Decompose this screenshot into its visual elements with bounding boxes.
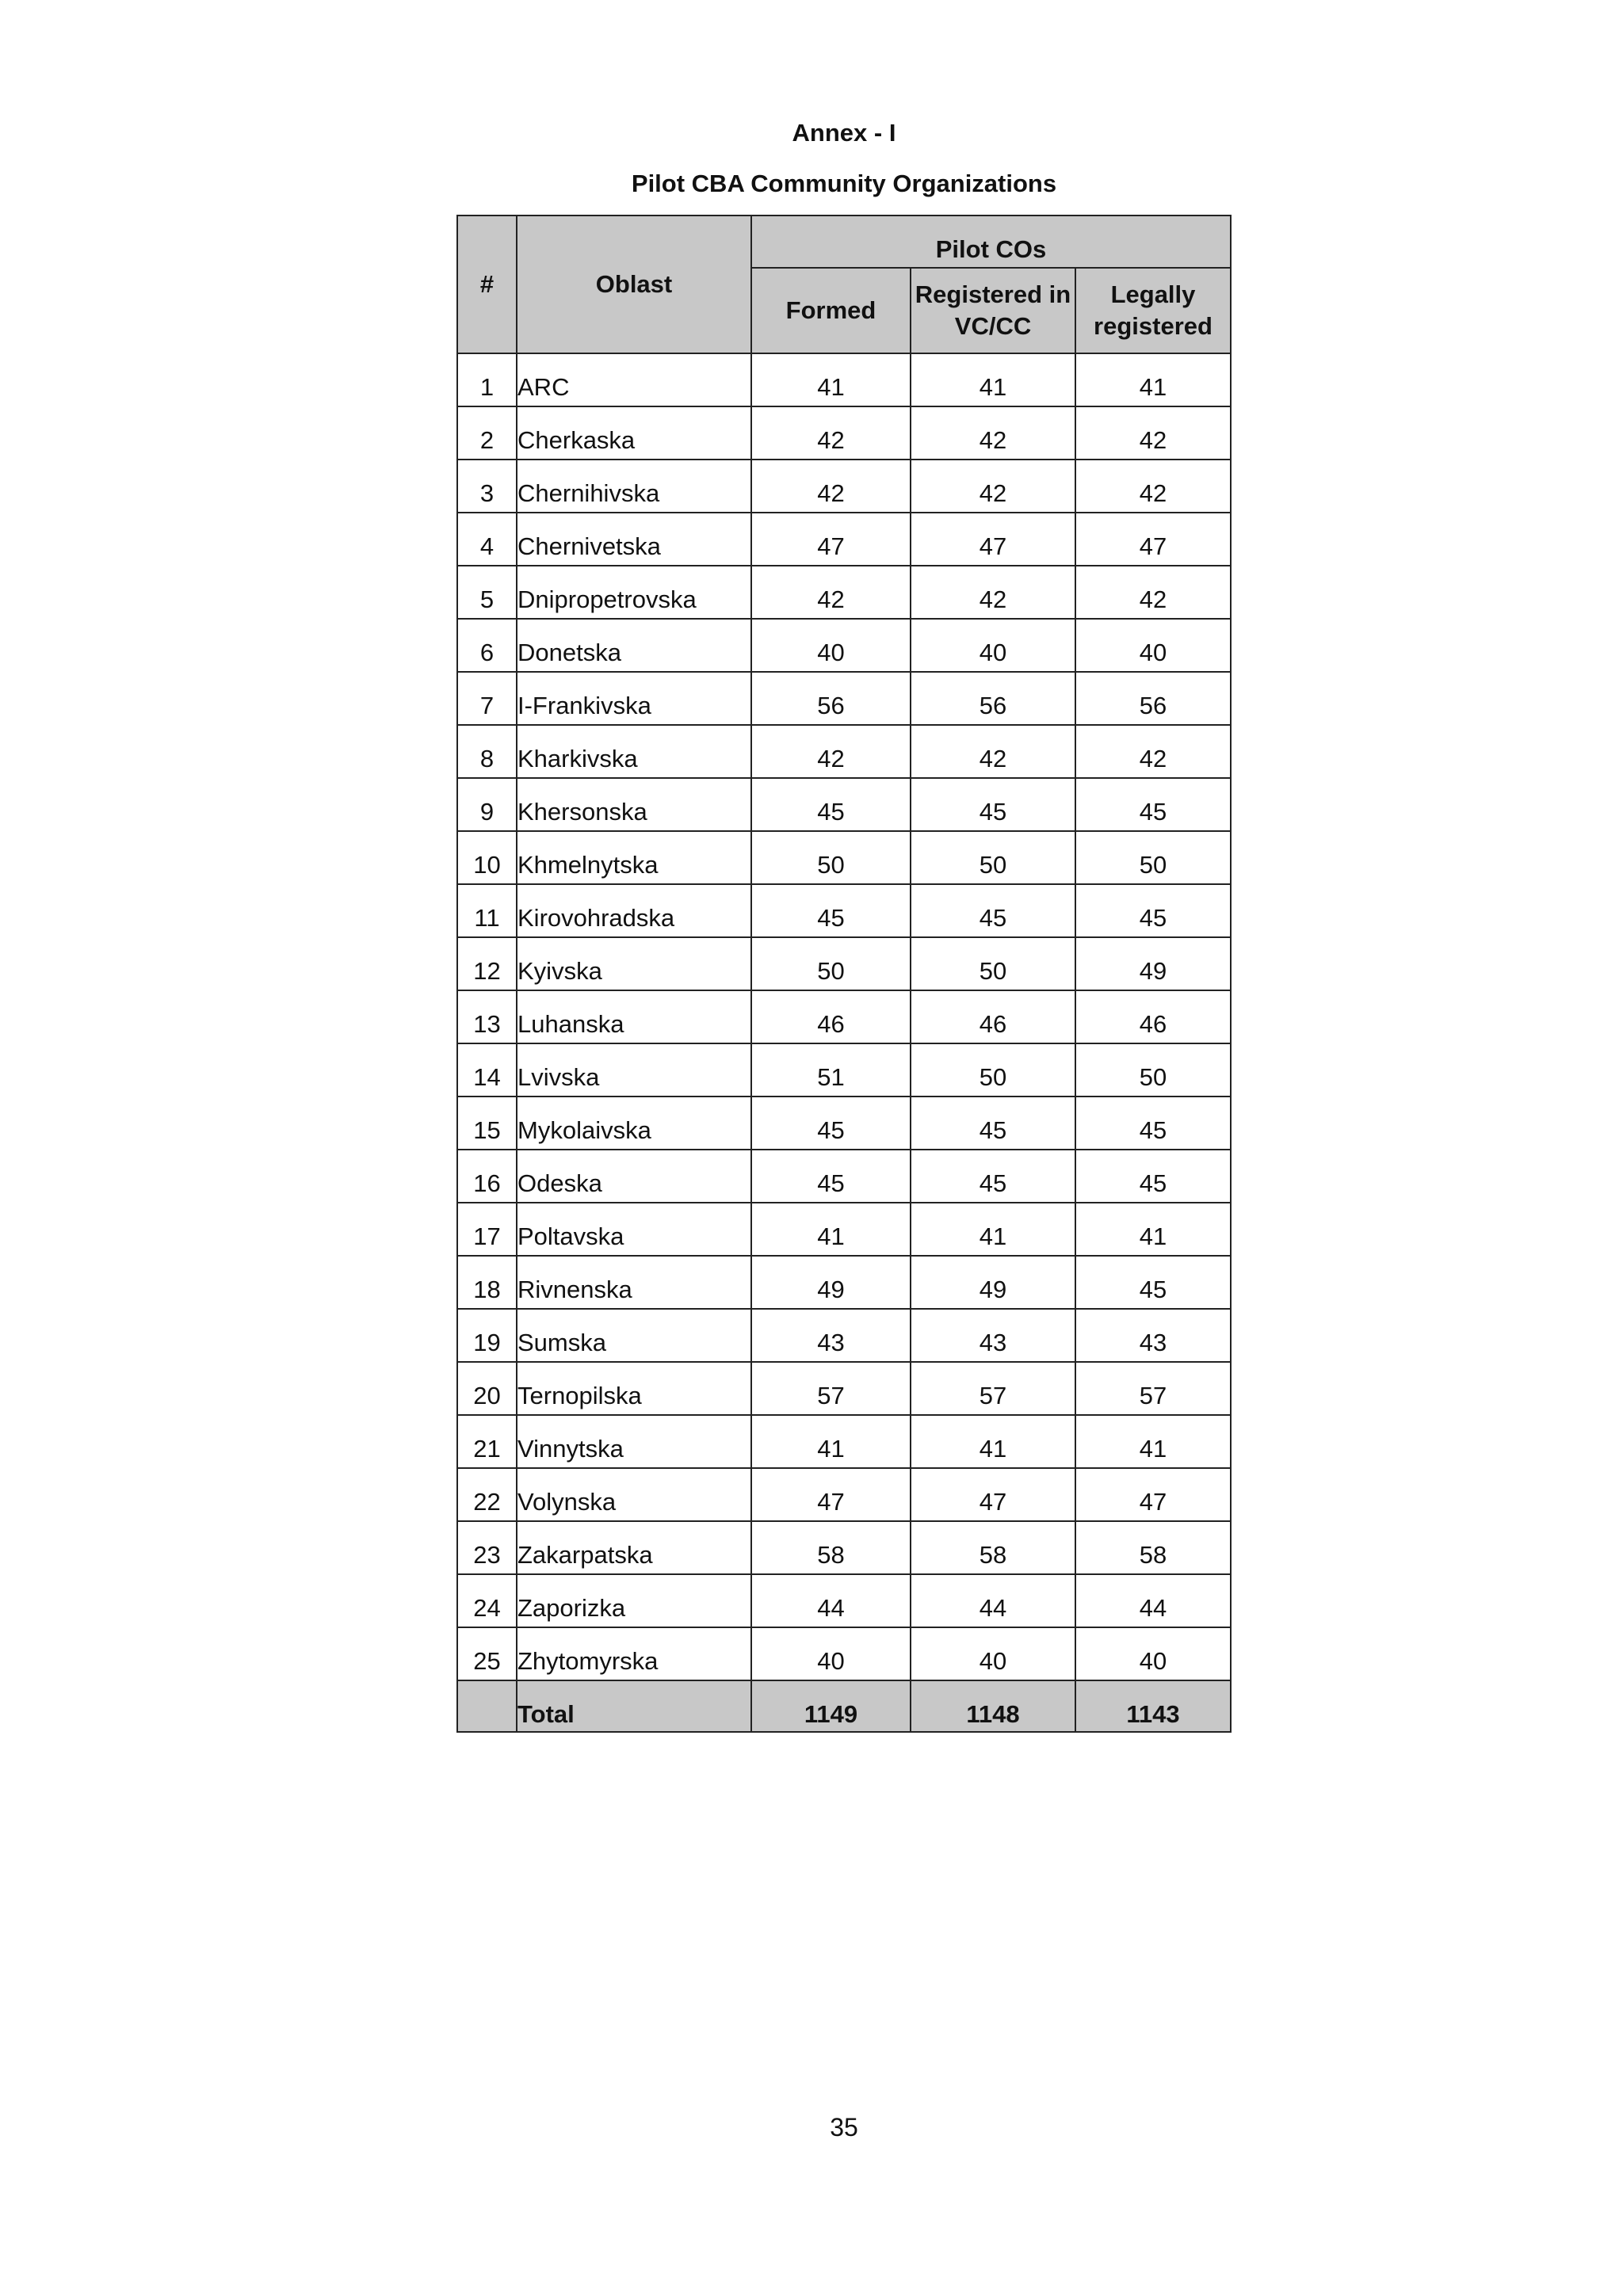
total-formed: 1149: [751, 1680, 911, 1732]
cell-formed: 42: [751, 725, 911, 778]
cell-legally-registered: 47: [1075, 1468, 1231, 1521]
header-pilot-cos: Pilot COs: [751, 215, 1231, 268]
cell-formed: 42: [751, 566, 911, 619]
table-row: [457, 513, 1231, 566]
cell-oblast: Khersonska: [517, 778, 751, 831]
cell-registered: 45: [911, 884, 1075, 937]
cell-legally-registered: 45: [1075, 1150, 1231, 1203]
cell-registered: 42: [911, 460, 1075, 513]
cell-oblast: Kirovohradska: [517, 884, 751, 937]
cell-legally-registered: 58: [1075, 1521, 1231, 1574]
cell-oblast: ARC: [517, 353, 751, 406]
table-row: [457, 831, 1231, 884]
cell-formed: 47: [751, 513, 911, 566]
table-title: Pilot CBA Community Organizations: [631, 170, 1057, 197]
cell-formed: 45: [751, 778, 911, 831]
header-row-top: [457, 215, 1231, 268]
cell-oblast: Chernivetska: [517, 513, 751, 566]
cell-registered: 47: [911, 1468, 1075, 1521]
cell-registered: 50: [911, 831, 1075, 884]
cell-oblast: I-Frankivska: [517, 672, 751, 725]
cell-formed: 40: [751, 619, 911, 672]
cell-registered: 50: [911, 937, 1075, 990]
cell-registered: 49: [911, 1256, 1075, 1309]
cell-legally-registered: 42: [1075, 725, 1231, 778]
cell-num: 10: [457, 831, 517, 884]
cell-num: 23: [457, 1521, 517, 1574]
table-row: [457, 1097, 1231, 1150]
cell-num: 13: [457, 990, 517, 1043]
cell-formed: 41: [751, 353, 911, 406]
cell-num: 17: [457, 1203, 517, 1256]
cell-num: 8: [457, 725, 517, 778]
cell-formed: 43: [751, 1309, 911, 1362]
header-registered: Registered in VC/CC: [911, 268, 1075, 353]
cell-legally-registered: 42: [1075, 566, 1231, 619]
cell-num: 18: [457, 1256, 517, 1309]
cell-formed: 44: [751, 1574, 911, 1627]
header-formed: Formed: [751, 268, 911, 353]
table-row: [457, 406, 1231, 460]
table-row: [457, 1574, 1231, 1627]
table-row: [457, 1627, 1231, 1680]
cell-num: 25: [457, 1627, 517, 1680]
table-row: [457, 884, 1231, 937]
cell-oblast: Chernihivska: [517, 460, 751, 513]
cell-oblast: Vinnytska: [517, 1415, 751, 1468]
table-row: [457, 353, 1231, 406]
cell-registered: 42: [911, 725, 1075, 778]
cell-legally-registered: 40: [1075, 1627, 1231, 1680]
cell-formed: 45: [751, 1150, 911, 1203]
cell-oblast: Zhytomyrska: [517, 1627, 751, 1680]
table-header: [457, 215, 1231, 353]
cell-num: 12: [457, 937, 517, 990]
total-label: Total: [517, 1680, 751, 1732]
table-row: [457, 1150, 1231, 1203]
total-row: [457, 1680, 1231, 1732]
cell-registered: 56: [911, 672, 1075, 725]
cell-oblast: Ternopilska: [517, 1362, 751, 1415]
cell-num: 21: [457, 1415, 517, 1468]
header-num: #: [457, 215, 517, 353]
cell-num: 15: [457, 1097, 517, 1150]
cell-num: 5: [457, 566, 517, 619]
cell-oblast: Khmelnytska: [517, 831, 751, 884]
total-registered: 1148: [911, 1680, 1075, 1732]
cell-num: 11: [457, 884, 517, 937]
table-row: [457, 1521, 1231, 1574]
cell-num: 9: [457, 778, 517, 831]
cell-formed: 57: [751, 1362, 911, 1415]
cell-formed: 47: [751, 1468, 911, 1521]
cell-registered: 45: [911, 1150, 1075, 1203]
cell-registered: 47: [911, 513, 1075, 566]
table-row: [457, 619, 1231, 672]
cell-formed: 58: [751, 1521, 911, 1574]
header-legally-registered: Legally registered: [1075, 268, 1231, 353]
cell-registered: 41: [911, 353, 1075, 406]
cell-num: 14: [457, 1043, 517, 1097]
header-oblast: Oblast: [517, 215, 751, 353]
table-row: [457, 1415, 1231, 1468]
table-footer: [457, 1680, 1231, 1732]
cell-legally-registered: 42: [1075, 460, 1231, 513]
table-row: [457, 672, 1231, 725]
table-row: [457, 1309, 1231, 1362]
cell-registered: 44: [911, 1574, 1075, 1627]
cell-formed: 42: [751, 460, 911, 513]
cell-registered: 41: [911, 1203, 1075, 1256]
cell-registered: 41: [911, 1415, 1075, 1468]
table-row: [457, 460, 1231, 513]
cell-formed: 41: [751, 1203, 911, 1256]
cell-registered: 46: [911, 990, 1075, 1043]
cell-registered: 40: [911, 1627, 1075, 1680]
table-row: [457, 1362, 1231, 1415]
cell-formed: 49: [751, 1256, 911, 1309]
cell-oblast: Volynska: [517, 1468, 751, 1521]
cell-registered: 43: [911, 1309, 1075, 1362]
table-row: [457, 990, 1231, 1043]
table-row: [457, 937, 1231, 990]
cell-formed: 41: [751, 1415, 911, 1468]
cell-legally-registered: 56: [1075, 672, 1231, 725]
cell-registered: 45: [911, 778, 1075, 831]
cell-legally-registered: 43: [1075, 1309, 1231, 1362]
cell-oblast: Donetska: [517, 619, 751, 672]
cell-legally-registered: 45: [1075, 884, 1231, 937]
cell-legally-registered: 50: [1075, 1043, 1231, 1097]
cell-oblast: Zaporizka: [517, 1574, 751, 1627]
cell-registered: 57: [911, 1362, 1075, 1415]
table-row: [457, 566, 1231, 619]
cell-legally-registered: 49: [1075, 937, 1231, 990]
cell-oblast: Dnipropetrovska: [517, 566, 751, 619]
cell-legally-registered: 45: [1075, 778, 1231, 831]
cell-num: 7: [457, 672, 517, 725]
cell-legally-registered: 45: [1075, 1256, 1231, 1309]
cell-legally-registered: 50: [1075, 831, 1231, 884]
cell-num: 1: [457, 353, 517, 406]
cell-formed: 42: [751, 406, 911, 460]
cell-oblast: Kharkivska: [517, 725, 751, 778]
cell-legally-registered: 44: [1075, 1574, 1231, 1627]
cell-registered: 42: [911, 406, 1075, 460]
cell-registered: 40: [911, 619, 1075, 672]
cell-legally-registered: 47: [1075, 513, 1231, 566]
table-row: [457, 1256, 1231, 1309]
cell-oblast: Lvivska: [517, 1043, 751, 1097]
pilot-cos-table: [456, 215, 1232, 1733]
page-number: 35: [830, 2113, 858, 2142]
cell-registered: 50: [911, 1043, 1075, 1097]
cell-legally-registered: 57: [1075, 1362, 1231, 1415]
cell-oblast: Rivnenska: [517, 1256, 751, 1309]
cell-num: 2: [457, 406, 517, 460]
cell-legally-registered: 46: [1075, 990, 1231, 1043]
cell-legally-registered: 40: [1075, 619, 1231, 672]
cell-num: 3: [457, 460, 517, 513]
cell-oblast: Cherkaska: [517, 406, 751, 460]
cell-oblast: Sumska: [517, 1309, 751, 1362]
total-legally-registered: 1143: [1075, 1680, 1231, 1732]
cell-legally-registered: 42: [1075, 406, 1231, 460]
cell-formed: 50: [751, 831, 911, 884]
cell-legally-registered: 41: [1075, 353, 1231, 406]
table-row: [457, 1203, 1231, 1256]
cell-registered: 42: [911, 566, 1075, 619]
cell-oblast: Luhanska: [517, 990, 751, 1043]
cell-oblast: Poltavska: [517, 1203, 751, 1256]
cell-oblast: Zakarpatska: [517, 1521, 751, 1574]
cell-legally-registered: 41: [1075, 1203, 1231, 1256]
cell-num: 6: [457, 619, 517, 672]
cell-registered: 45: [911, 1097, 1075, 1150]
cell-num: 20: [457, 1362, 517, 1415]
cell-num: 22: [457, 1468, 517, 1521]
cell-formed: 51: [751, 1043, 911, 1097]
annex-title: Annex - I: [792, 119, 896, 147]
cell-oblast: Kyivska: [517, 937, 751, 990]
total-num-cell: [457, 1680, 517, 1732]
cell-formed: 45: [751, 884, 911, 937]
cell-formed: 45: [751, 1097, 911, 1150]
cell-legally-registered: 45: [1075, 1097, 1231, 1150]
table-body: [457, 353, 1231, 1680]
cell-formed: 40: [751, 1627, 911, 1680]
table-row: [457, 778, 1231, 831]
cell-registered: 58: [911, 1521, 1075, 1574]
table-row: [457, 1043, 1231, 1097]
cell-formed: 50: [751, 937, 911, 990]
cell-oblast: Mykolaivska: [517, 1097, 751, 1150]
cell-num: 24: [457, 1574, 517, 1627]
table-row: [457, 725, 1231, 778]
cell-formed: 46: [751, 990, 911, 1043]
cell-num: 4: [457, 513, 517, 566]
cell-num: 19: [457, 1309, 517, 1362]
table-row: [457, 1468, 1231, 1521]
cell-oblast: Odeska: [517, 1150, 751, 1203]
cell-num: 16: [457, 1150, 517, 1203]
cell-formed: 56: [751, 672, 911, 725]
cell-legally-registered: 41: [1075, 1415, 1231, 1468]
